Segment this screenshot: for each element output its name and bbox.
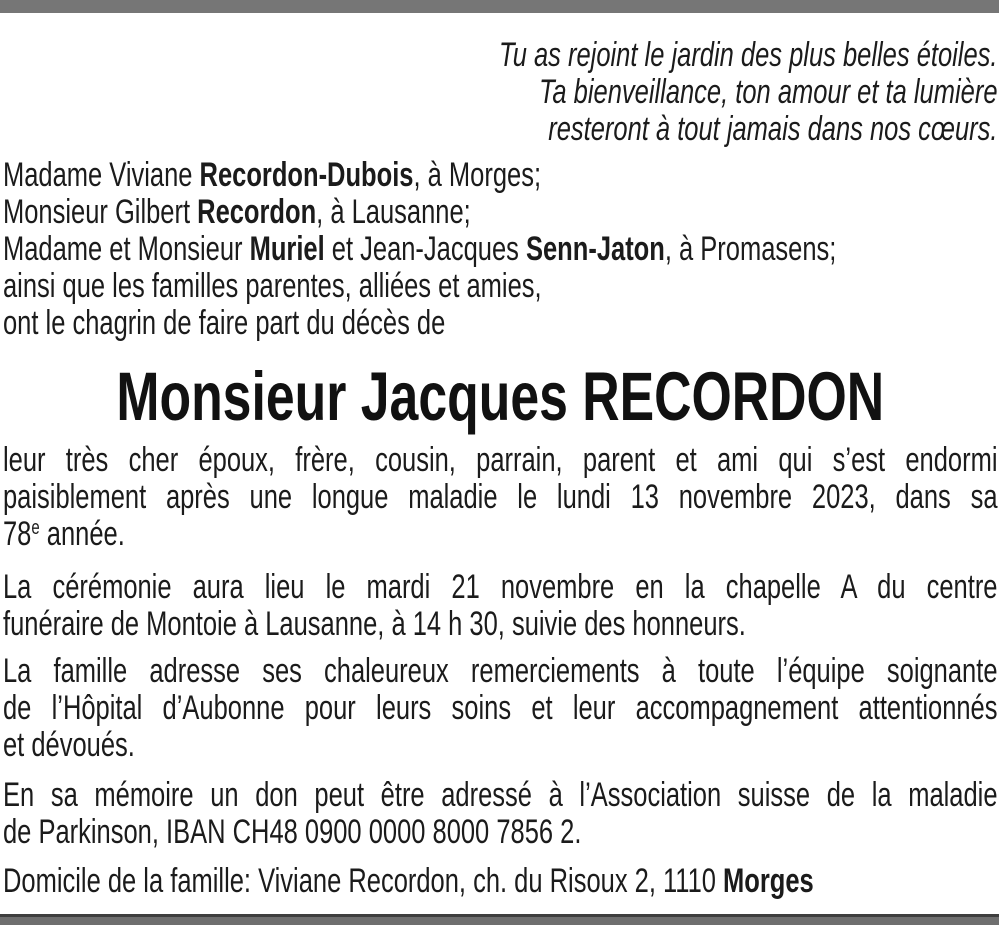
paragraph-death-line-3 xyxy=(3,516,998,553)
paragraph-ceremony-line-2: funéraire de Montoie à Lausanne, à 14 h 30, suivie des honneurs. xyxy=(3,605,746,643)
family-line-2-surname: Recordon xyxy=(197,193,317,231)
epigraph-line-1: Tu as rejoint le jardin des plus belles étoiles. xyxy=(499,36,998,74)
family-line-1-surname: Recordon-Dubois xyxy=(199,156,414,194)
paragraph-residence xyxy=(3,863,998,900)
family-line-2 xyxy=(3,194,998,231)
paragraph-death xyxy=(3,442,998,553)
age-rest: année. xyxy=(39,515,125,553)
residence-text: Domicile de la famille: Viviane Recordon, ch. du Risoux 2, 1110 xyxy=(3,862,724,900)
family-line-2-post: , à Lausanne; xyxy=(316,193,471,231)
epigraph-line-3: resteront à tout jamais dans nos cœurs. xyxy=(548,110,998,148)
family-line-3-post: , à Promasens; xyxy=(664,230,837,268)
ordinal-superscript: e xyxy=(31,517,40,539)
paragraph-donation-line-1: En sa mémoire un don peut être adressé à l’Association suisse de la maladie xyxy=(3,776,998,814)
paragraph-ceremony xyxy=(3,569,998,643)
paragraph-thanks xyxy=(3,653,998,764)
epigraph-line-2: Ta bienveillance, ton amour et ta lumière xyxy=(539,73,998,111)
epigraph xyxy=(3,37,998,148)
family-list xyxy=(3,157,998,342)
family-line-3-name-1: Muriel xyxy=(249,230,325,268)
residence-line xyxy=(3,863,998,900)
paragraph-ceremony-line-1: La cérémonie aura lieu le mardi 21 novembre en la chapelle A du centre xyxy=(3,568,998,606)
family-line-3-pre: Madame et Monsieur xyxy=(3,230,250,268)
paragraph-donation xyxy=(3,777,998,851)
obituary-notice xyxy=(3,13,998,900)
family-line-5: ont le chagrin de faire part du décès de xyxy=(3,304,446,342)
bottom-bar xyxy=(0,914,999,925)
top-bar xyxy=(0,0,999,13)
family-line-3-mid: et Jean-Jacques xyxy=(324,230,526,268)
family-line-2-pre: Monsieur Gilbert xyxy=(3,193,198,231)
paragraph-donation-line-2: de Parkinson, IBAN CH48 0900 0000 8000 7856 2. xyxy=(3,813,582,851)
residence-city: Morges xyxy=(723,862,814,900)
age-number: 78 xyxy=(3,515,32,553)
paragraph-thanks-line-3: et dévoués. xyxy=(3,726,135,764)
deceased-name-title: Monsieur Jacques RECORDON xyxy=(116,358,885,435)
family-line-3 xyxy=(3,231,998,268)
family-line-1-pre: Madame Viviane xyxy=(3,156,200,194)
paragraph-thanks-line-2: de l’Hôpital d’Aubonne pour leurs soins et leur accompagnement attentionnés xyxy=(3,689,998,727)
paragraph-thanks-line-1: La famille adresse ses chaleureux remerciements à toute l’équipe soignante xyxy=(3,652,998,690)
family-line-4: ainsi que les familles parentes, alliées et amies, xyxy=(3,267,542,305)
paragraph-death-line-1: leur très cher époux, frère, cousin, parrain, parent et ami qui s’est endormi xyxy=(3,441,998,479)
paragraph-death-line-2: paisiblement après une longue maladie le lundi 13 novembre 2023, dans sa xyxy=(3,478,998,516)
family-line-3-name-2: Senn-Jaton xyxy=(525,230,665,268)
family-line-1-post: , à Morges; xyxy=(413,156,542,194)
family-line-1 xyxy=(3,157,998,194)
